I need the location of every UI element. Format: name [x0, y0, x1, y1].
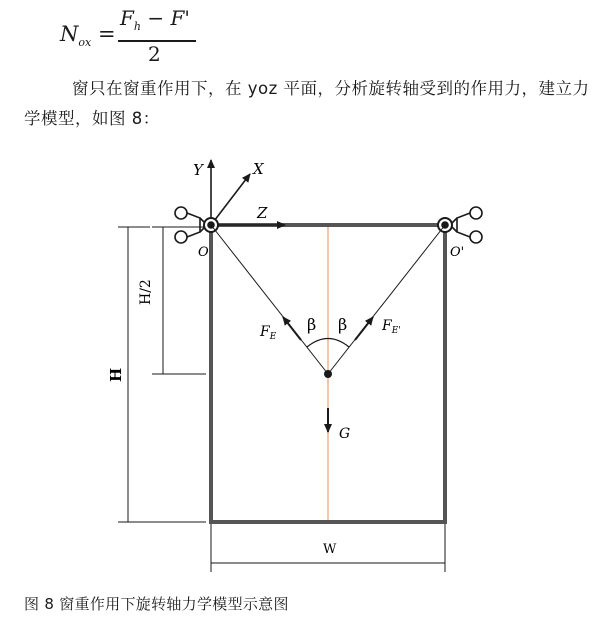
formula-denominator: 2: [148, 42, 161, 66]
formula-lhs: $N_{ox}$: [60, 22, 92, 50]
force-left-label: $F_E$: [260, 324, 277, 342]
mechanics-diagram: [0, 152, 615, 582]
x-axis-label: X: [253, 160, 264, 178]
z-axis-label: Z: [257, 204, 268, 222]
width-label: W: [323, 542, 337, 557]
formula: [60, 6, 220, 68]
figure-caption: 图 8 窗重作用下旋转轴力学模型示意图: [24, 595, 289, 613]
y-axis-label: Y: [193, 161, 203, 179]
gravity-label: G: [339, 426, 351, 442]
x-axis: [211, 174, 250, 225]
height-label: H: [107, 367, 125, 382]
force-arrow-right: [355, 317, 373, 340]
half-height-label: H/2: [138, 279, 154, 305]
body-paragraph: 窗只在窗重作用下，在 yoz 平面，分析旋转轴受到的作用力，建立力学模型，如图 8：: [24, 79, 590, 128]
angle-left-label: β: [307, 315, 317, 334]
center-of-mass: [324, 370, 332, 378]
hinge-left-label: O: [198, 245, 209, 260]
formula-equals: =: [98, 22, 116, 46]
hinge-right-label: O': [450, 245, 465, 260]
angle-right-label: β: [338, 315, 348, 334]
force-arrow-left: [283, 317, 301, 340]
formula-numerator: $F_h - F'$: [120, 6, 190, 33]
force-right-label: $F_{E'}$: [382, 318, 401, 336]
force-line-right: [328, 225, 445, 374]
force-line-left: [211, 225, 328, 374]
